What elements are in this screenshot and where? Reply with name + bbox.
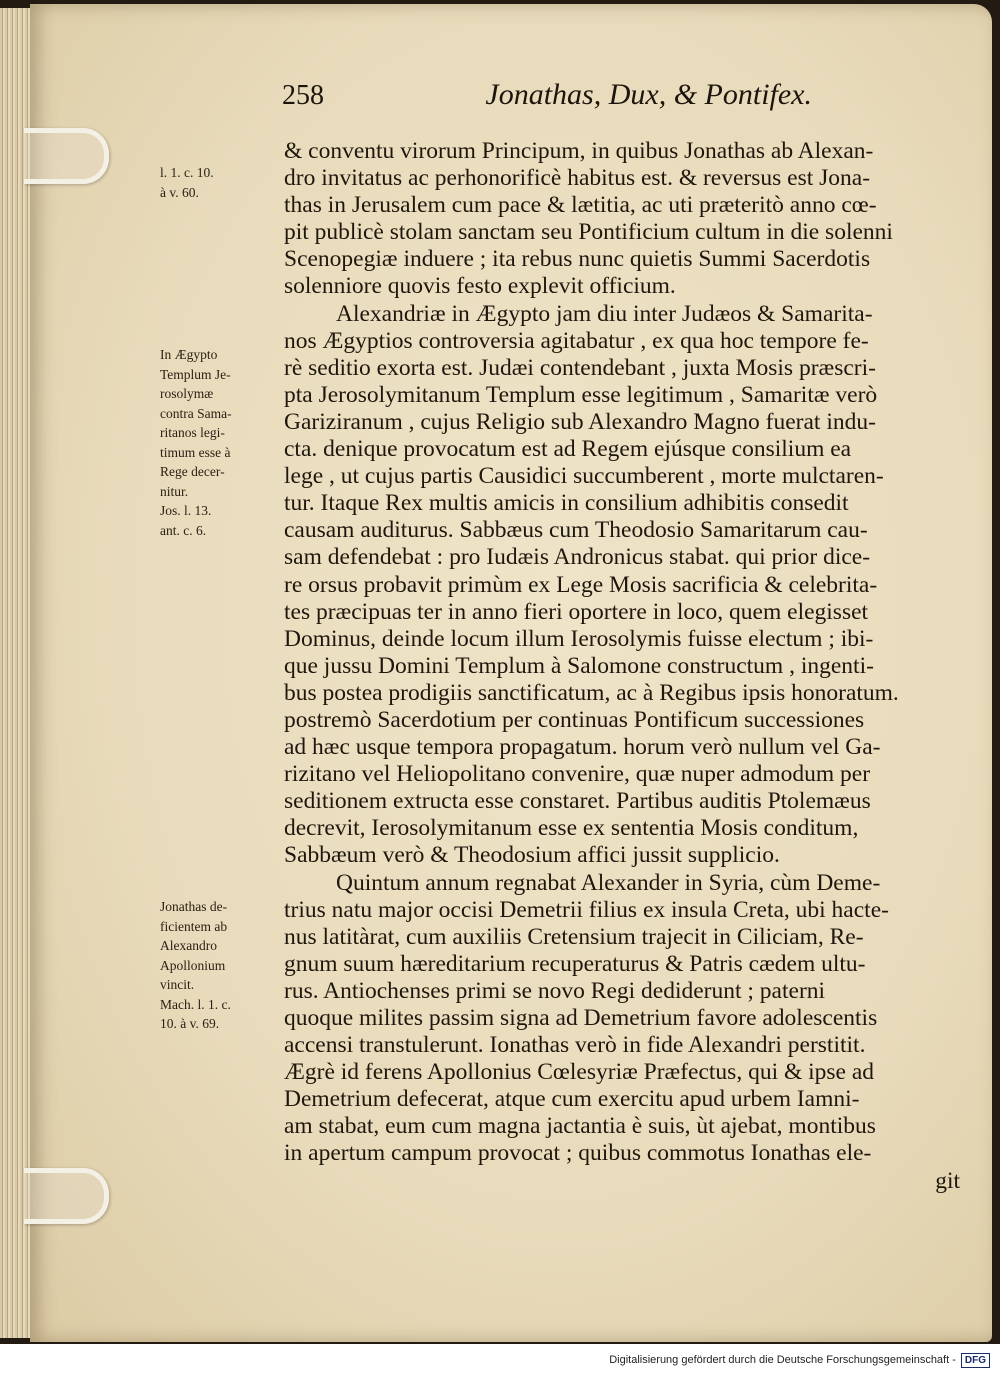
text-line: Quintum annum regnabat Alexander in Syria, cùm Deme- (336, 869, 881, 896)
text-line: nos Ægyptios controversia agitabatur , ex qua hoc tempore fe- (284, 327, 869, 354)
margin-note-line: à v. 60. (160, 184, 199, 200)
text-line: rè seditio exorta est. Judæi contendebant , juxta Mosis præscri- (284, 354, 876, 381)
text-line: nus latitàrat, cum auxiliis Cretensium trajecit in Ciliciam, Re- (284, 923, 864, 950)
text-line: am stabat, eum cum magna jactantia è suis, ùt ajebat, montibus (284, 1113, 876, 1140)
margin-note-line: Apollonium (160, 957, 226, 973)
text-line: pit publicè stolam sanctam seu Pontificium cultum in die solenni (284, 219, 893, 246)
margin-note-line: rosolymæ (160, 386, 214, 401)
page-number: 258 (282, 80, 324, 111)
page-header (282, 78, 812, 112)
text-line: que jussu Domini Templum à Salomone constructum , ingenti- (284, 652, 874, 679)
text-line: Alexandriæ in Ægypto jam diu inter Judæos & Samarita- (336, 300, 873, 327)
text-line: trius natu major occisi Demetrii filius ex insula Creta, ubi hacte- (284, 896, 889, 923)
text-line: sam defendebat : pro Iudæis Andronicus stabat. qui prior dice- (284, 544, 871, 571)
text-line: cta. denique provocatum est ad Regem ejúsque consilium ea (284, 436, 852, 463)
paper-clip-icon (24, 128, 109, 184)
text-line: re orsus probavit primùm ex Lege Mosis sacrificia & celebrita- (284, 571, 878, 598)
body-text (284, 138, 960, 1195)
margin-note-line: In Ægypto (160, 347, 218, 362)
text-line: Demetrium defecerat, atque cum exercitu apud urbem Iamni- (284, 1086, 860, 1113)
text-line: accensi transtulerunt. Ionathas verò in fide Alexandri perstitit. (284, 1032, 866, 1059)
text-line: Sabbæum verò & Theodosium affici jussit supplicio. (284, 842, 780, 869)
text-line: Gariziranum , cujus Religio sub Alexandro Magno fuerat indu- (284, 408, 876, 435)
text-line: gnum suum hæreditarium recuperaturus & Patris cædem ultu- (284, 950, 866, 977)
text-line: bus postea prodigiis sanctificatum, ac à Regibus ipsis honoratum. (284, 679, 899, 706)
text-line: lege , ut cujus partis Causidici succumberent , morte mulctaren- (284, 463, 884, 490)
text-line: decrevit, Ierosolymitanum esse ex sententia Mosis conditum, (284, 815, 859, 842)
margin-note-line: ritanos legi- (160, 425, 225, 440)
margin-note-line: Mach. l. 1. c. (160, 996, 231, 1012)
text-line: in apertum campum provocat ; quibus commotus Ionathas ele- (284, 1140, 872, 1167)
margin-note-line: l. 1. c. 10. (160, 165, 214, 180)
text-line: Scenopegiæ induere ; ita rebus nunc quietis Summi Sacerdotis (284, 246, 871, 273)
margin-note-line: Jonathas de- (160, 899, 228, 914)
paper-clip-icon (24, 1168, 109, 1224)
text-line: ad hæc usque tempora propagatum. horum verò nullum vel Ga- (284, 734, 881, 761)
text-line: rizitano vel Heliopolitano convenire, quæ nuper admodum per (284, 761, 871, 788)
text-line: rus. Antiochenses primi se novo Regi dediderunt ; paterni (284, 977, 826, 1004)
margin-note-line: Rege decer- (160, 464, 225, 479)
margin-note-line: ant. c. 6. (160, 522, 207, 538)
text-line: dro invitatus ac perhonorificè habitus est. & reversus est Jona- (284, 165, 871, 192)
text-line: causam auditurus. Sabbæus cum Theodosio Samaritarum cau- (284, 517, 868, 544)
text-line: Ægrè id ferens Apollonius Cœlesyriæ Præfectus, qui & ipse ad (284, 1059, 875, 1086)
text-line: quoque milites passim signa ad Demetrium favore adolescentis (284, 1005, 878, 1031)
text-line: postremò Sacerdotium per continuas Pontificum successiones (284, 706, 865, 733)
margin-note-line: 10. à v. 69. (160, 1016, 220, 1031)
margin-note-line: Alexandro (160, 938, 217, 953)
margin-note (160, 345, 278, 540)
margin-note (160, 163, 278, 202)
text-line: & conventu virorum Principum, in quibus Jonathas ab Alexan- (284, 138, 874, 164)
text-line: Dominus, deinde locum illum Ierosolymis fuisse electum ; ibi- (284, 625, 874, 652)
footer-text: Digitalisierung gefördert durch die Deutsche Forschungsgemeinschaft - (609, 1354, 956, 1366)
text-line: thas in Jerusalem cum pace & lætitia, ac uti præteritò anno cœ- (284, 192, 877, 219)
margin-note-line: nitur. (160, 483, 189, 499)
text-line: tes præcipuas ter in anno fieri oportere in loco, quem elegisset (284, 598, 869, 625)
margin-note (160, 897, 278, 1034)
text-line: pta Jerosolymitanum Templum esse legitimum , Samaritæ verò (284, 381, 878, 408)
margin-note-line: Jos. l. 13. (160, 503, 212, 518)
text-line: git (935, 1167, 960, 1194)
margin-note-line: vincit. (160, 977, 195, 992)
margin-note-line: contra Sama- (160, 405, 232, 421)
text-line: seditionem extructa esse constaret. Partibus auditis Ptolemæus (284, 788, 871, 815)
text-line: tur. Itaque Rex multis amicis in consilium adhibitis consedit (284, 490, 849, 517)
text-line: solenniore quovis festo explevit officium. (284, 273, 676, 300)
margin-note-line: timum esse à (160, 444, 231, 460)
dfg-logo: DFG (961, 1353, 990, 1368)
margin-note-line: Templum Je- (160, 366, 231, 382)
margin-note-line: ficientem ab (160, 918, 228, 934)
running-head: Jonathas, Dux, & Pontifex. (485, 78, 812, 111)
footer-banner (0, 1344, 1000, 1376)
